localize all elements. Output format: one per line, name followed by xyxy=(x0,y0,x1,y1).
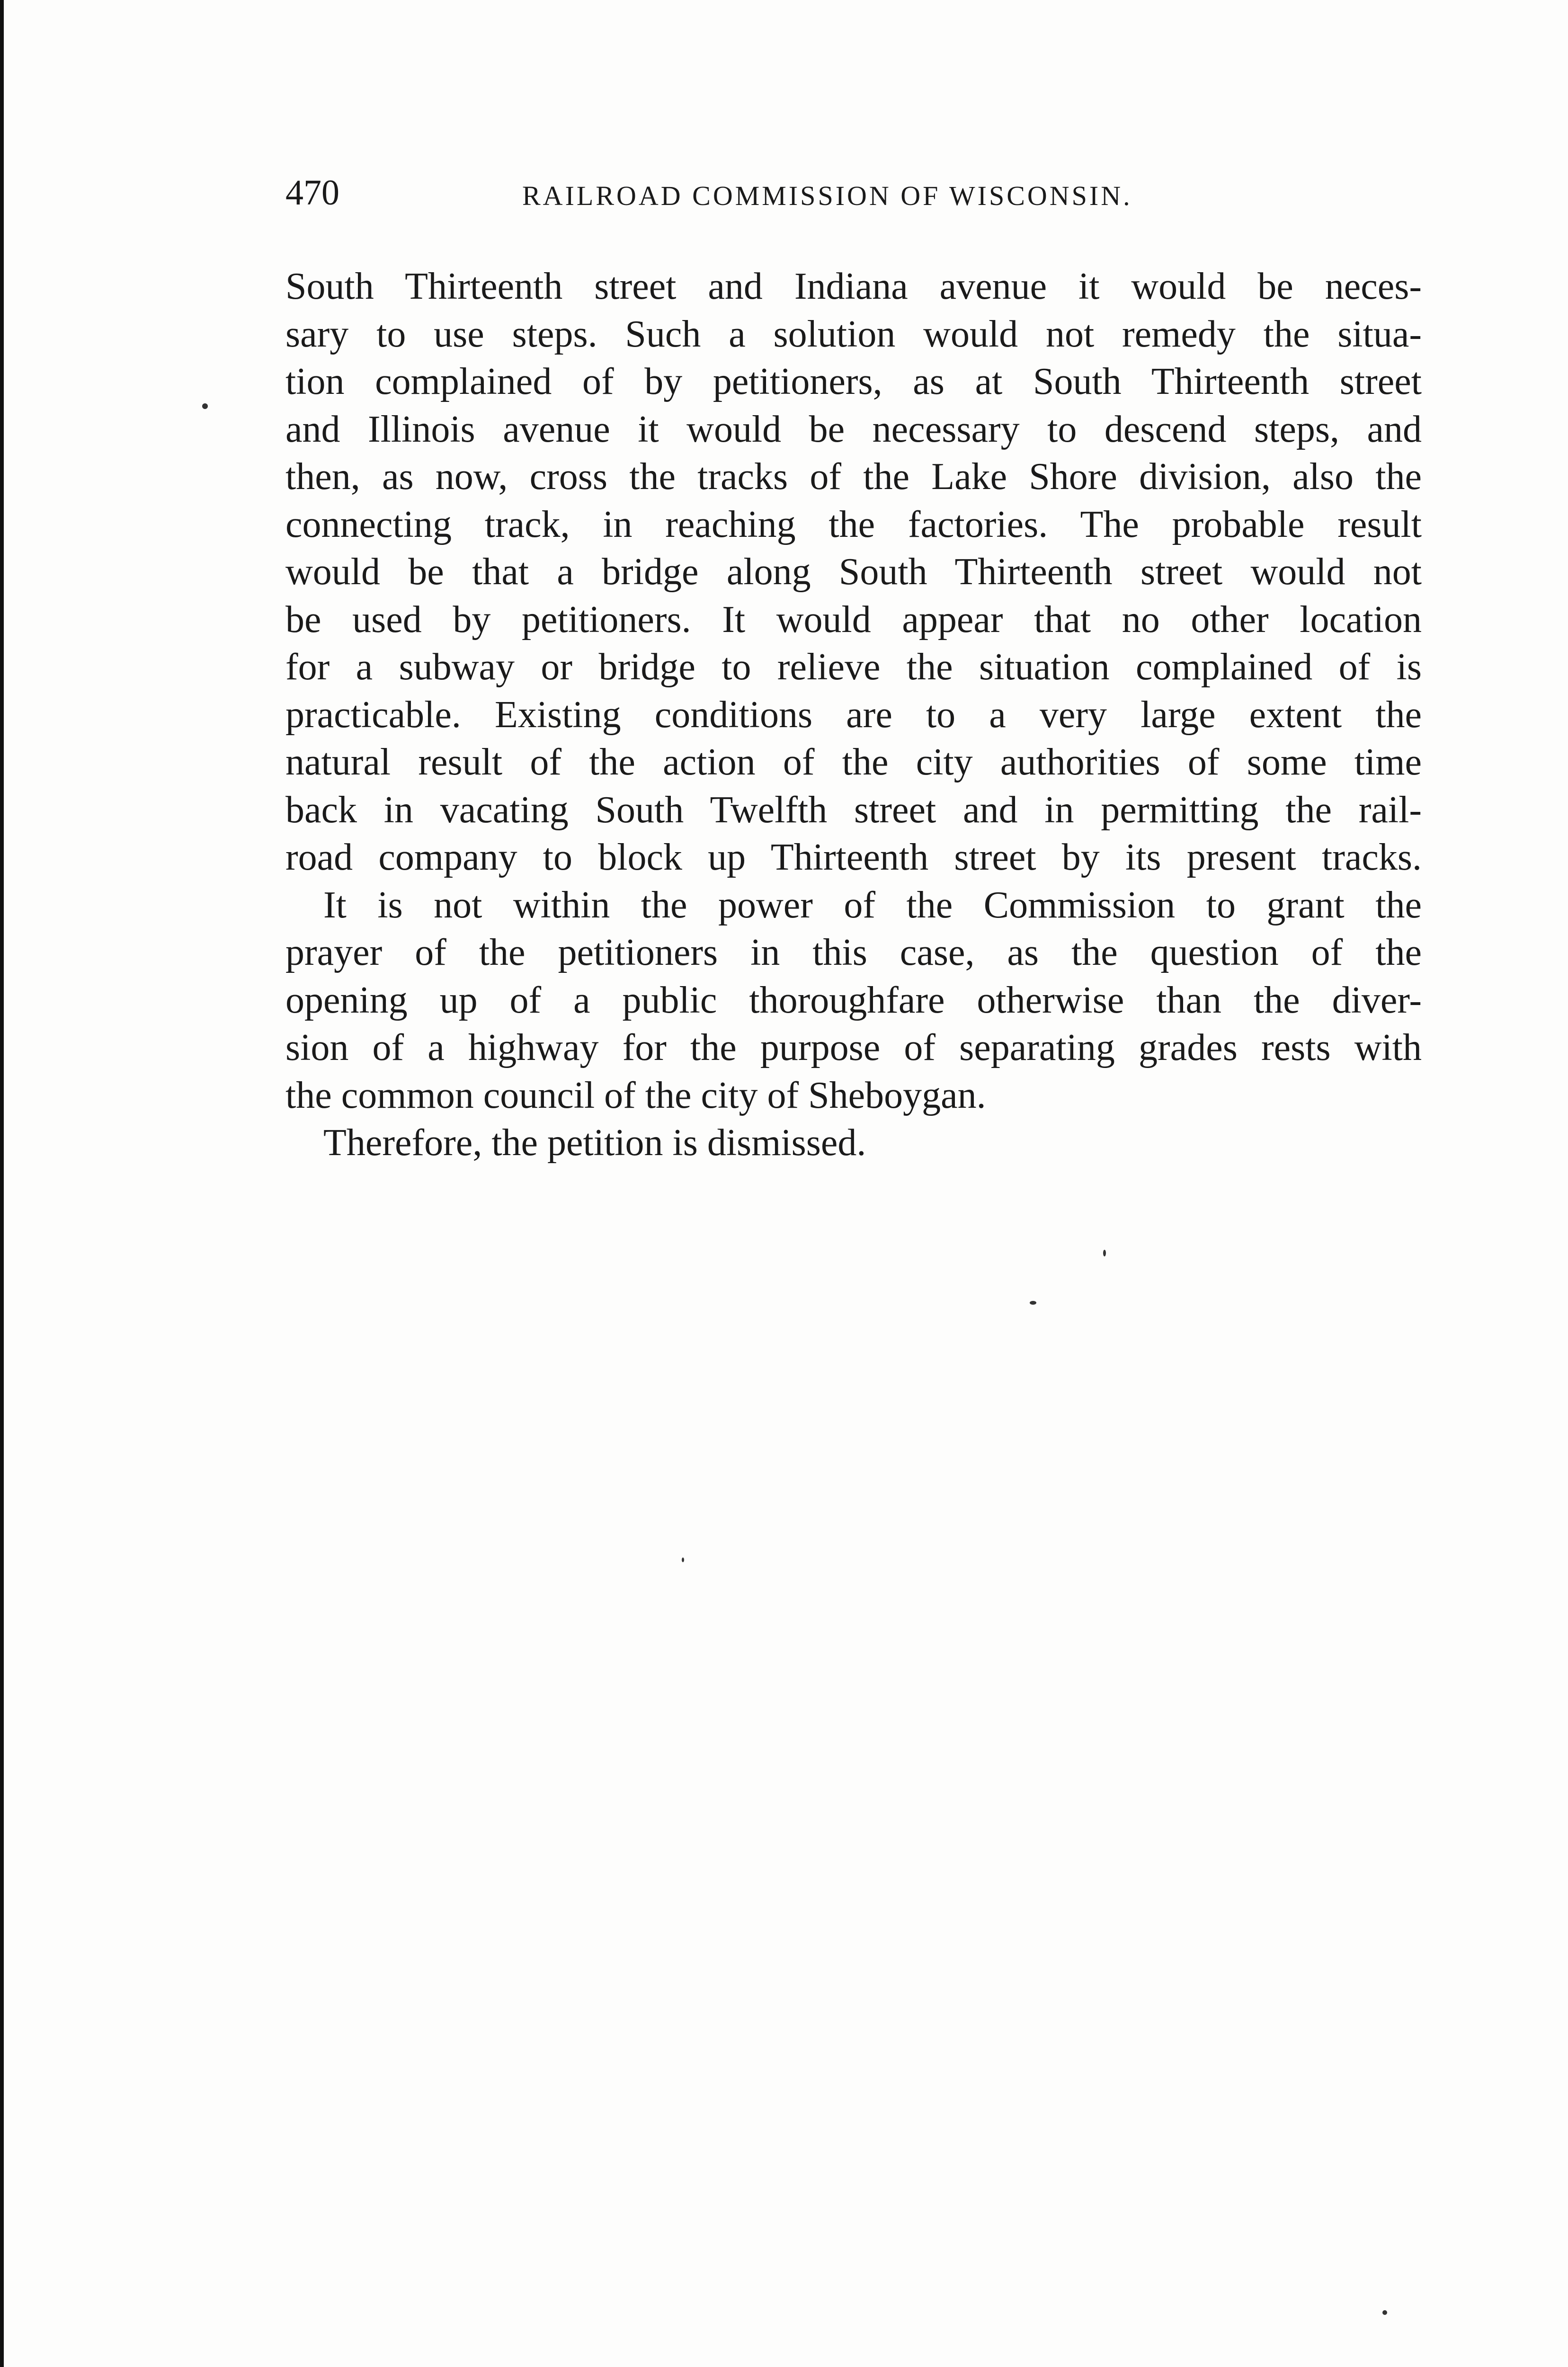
body-text xyxy=(285,263,1422,1167)
paragraph-2 xyxy=(285,881,1422,1120)
text-line: and Illinois avenue it would be necessary to descend steps, and xyxy=(285,408,1422,450)
text-line: South Thirteenth street and Indiana avenue it would be neces- xyxy=(285,266,1422,307)
text-line: road company to block up Thirteenth street by its present tracks. xyxy=(285,836,1422,878)
scan-speck xyxy=(682,1557,684,1562)
text-line: prayer of the petitioners in this case, as the question of the xyxy=(285,932,1422,973)
scan-speck xyxy=(202,403,208,409)
text-line: tion complained of by petitioners, as at South Thirteenth street xyxy=(285,361,1422,402)
paragraph-1 xyxy=(285,263,1422,881)
text-line: would be that a bridge along South Thirteenth street would not xyxy=(285,551,1422,593)
text-line: Therefore, the petition is dismissed. xyxy=(323,1122,866,1164)
scan-speck xyxy=(1103,1250,1106,1256)
text-line: back in vacating South Twelfth street and in permitting the rail- xyxy=(285,789,1422,831)
scan-left-border xyxy=(0,0,4,2367)
page-number: 470 xyxy=(285,173,339,213)
scan-speck xyxy=(1382,2310,1387,2315)
text-line: then, as now, cross the tracks of the Lake Shore division, also the xyxy=(285,456,1422,498)
text-line: for a subway or bridge to relieve the situation complained of is xyxy=(285,646,1422,688)
text-line: the common council of the city of Sheboygan. xyxy=(285,1074,986,1116)
text-line: sary to use steps. Such a solution would not remedy the situa- xyxy=(285,313,1422,355)
text-line: be used by petitioners. It would appear that no other location xyxy=(285,598,1422,641)
text-line: connecting track, in reaching the factories. The probable result xyxy=(285,503,1422,545)
paragraph-3 xyxy=(285,1119,1422,1167)
text-line: natural result of the action of the city authorities of some time xyxy=(285,741,1422,783)
text-line: sion of a highway for the purpose of separating grades rests with xyxy=(285,1027,1422,1068)
running-title: RAILROAD COMMISSION OF WISCONSIN. xyxy=(522,180,1132,211)
text-line: opening up of a public thoroughfare otherwise than the diver- xyxy=(285,979,1422,1021)
text-line: practicable. Existing conditions are to a very large extent the xyxy=(285,694,1422,736)
page-header xyxy=(285,171,1232,228)
scan-speck xyxy=(1030,1301,1036,1305)
text-line: It is not within the power of the Commission to grant the xyxy=(323,884,1422,926)
